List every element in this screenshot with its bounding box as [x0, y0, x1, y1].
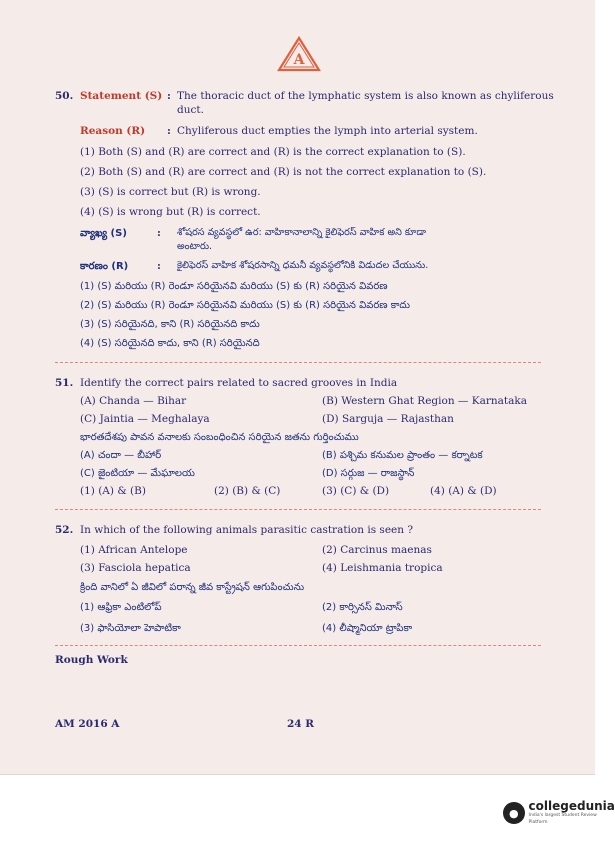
q51-answer-2[interactable]: (2) (B) & (C) [214, 485, 281, 497]
q50-tel-reason-text: కైలిఫెరస్ వాహిక శోషరసాన్ని ధమనీ వ్యవస్థలోనికి విడుదల చేయును. [177, 260, 429, 271]
q52-tel-question: క్రింది వానిలో ఏ జీవిలో పరాన్న జీవ కాస్ట్రేషన్ ఆగుపించును [80, 582, 305, 593]
set-a-triangle-icon [277, 36, 321, 72]
q50-tel-option-1[interactable]: (1) (S) మరియు (R) రెండూ సరియైనవి మరియు (S) కు (R) సరియైన వివరణ [80, 281, 388, 292]
q51-pair-d: (D) Sarguja — Rajasthan [322, 413, 454, 425]
q50-option-3[interactable]: (3) (S) is correct but (R) is wrong. [80, 186, 261, 198]
q50-tel-statement-label: వ్యాఖ్య (S) [80, 228, 127, 239]
q52-option-2[interactable]: (2) Carcinus maenas [322, 544, 432, 556]
q50-reason-text: Chyliferous duct empties the lymph into arterial system. [177, 125, 478, 137]
q51-answer-3[interactable]: (3) (C) & (D) [322, 485, 390, 497]
q50-option-2[interactable]: (2) Both (S) and (R) are correct and (R) is not the correct explanation to (S). [80, 166, 487, 178]
q50-statement-label: Statement (S) [80, 90, 163, 102]
q50-tel-colon-1: : [157, 227, 161, 239]
q50-reason-label: Reason (R) [80, 125, 146, 137]
paper-code: AM 2016 A [55, 718, 120, 730]
q50-tel-colon-2: : [157, 260, 161, 272]
q50-tel-option-4[interactable]: (4) (S) సరియైనది కాదు, కాని (R) సరియైనది [80, 338, 260, 349]
q50-number: 50. [55, 90, 74, 102]
q51-pair-b: (B) Western Ghat Region — Karnataka [322, 395, 528, 407]
q50-statement-line2: duct. [177, 104, 204, 116]
q52-tel-option-4[interactable]: (4) లీష్మానియా ట్రాపికా [322, 623, 413, 634]
set-mark: A [293, 52, 305, 68]
q52-tel-option-1[interactable]: (1) ఆఫ్రికా ఎంటిలోప్ [80, 602, 162, 613]
q51-tel-pair-a: (A) చందా — బీహార్ [80, 450, 162, 461]
q52-option-3[interactable]: (3) Fasciola hepatica [80, 562, 191, 574]
divider [55, 645, 541, 646]
q50-tel-option-3[interactable]: (3) (S) సరియైనది, కాని (R) సరియైనది కాదు [80, 319, 260, 330]
q51-answer-1[interactable]: (1) (A) & (B) [80, 485, 146, 497]
brand-name: collegedunia [528, 799, 615, 813]
q52-tel-option-2[interactable]: (2) కార్సినస్ మినాస్ [322, 602, 403, 613]
q52-option-4[interactable]: (4) Leishmania tropica [322, 562, 443, 574]
q50-tel-option-2[interactable]: (2) (S) మరియు (R) రెండూ సరియైనవి మరియు (S) కు (R) సరియైన వివరణ కాదు [80, 300, 410, 311]
divider [55, 509, 541, 510]
brand-tagline: India's largest Student Review Platform [528, 813, 597, 825]
q50-option-4[interactable]: (4) (S) is wrong but (R) is correct. [80, 206, 261, 218]
divider [55, 362, 541, 363]
q51-pair-a: (A) Chanda — Bihar [80, 395, 187, 407]
q52-option-1[interactable]: (1) African Antelope [80, 544, 188, 556]
graduate-cap-icon: ● [503, 802, 525, 824]
rough-work-label: Rough Work [55, 654, 128, 666]
q51-tel-pair-b: (B) పశ్చిమ కనుమల ప్రాంతం — కర్నాటక [322, 450, 483, 461]
q51-number: 51. [55, 377, 74, 389]
q51-tel-pair-d: (D) సర్గుజ — రాజస్థాన్ [322, 468, 415, 479]
q50-tel-statement-line1: శోషరస వ్యవస్థలో ఉర: వాహికానాలాన్ని కైలిఫెరస్ వాహిక అని కూడా [177, 227, 427, 238]
q50-colon-1: : [167, 90, 171, 102]
q50-colon-2: : [167, 125, 171, 137]
q50-option-1[interactable]: (1) Both (S) and (R) are correct and (R) is the correct explanation to (S). [80, 146, 466, 158]
q50-tel-reason-label: కారణం (R) [80, 261, 129, 272]
q50-tel-statement-line2: అంటారు. [177, 241, 213, 252]
q51-answer-4[interactable]: (4) (A) & (D) [430, 485, 497, 497]
q51-question: Identify the correct pairs related to sacred grooves in India [80, 377, 398, 389]
scan-edge [0, 774, 595, 775]
q51-pair-c: (C) Jaintia — Meghalaya [80, 413, 210, 425]
collegedunia-logo [503, 800, 615, 826]
q50-statement-line1: The thoracic duct of the lymphatic system is also known as chyliferous [177, 90, 554, 102]
q51-tel-question: భారతదేశపు పావన వనాలకు సంబంధించిన సరియైన జతను గుర్తించుము [80, 432, 359, 443]
page-number: 24 R [287, 718, 314, 730]
q51-tel-pair-c: (C) జైంటియా — మేఘాలయ [80, 468, 195, 479]
q52-tel-option-3[interactable]: (3) ఫాసియోలా హెపాటికా [80, 623, 181, 634]
q52-number: 52. [55, 524, 74, 536]
q52-question: In which of the following animals parasitic castration is seen ? [80, 524, 413, 536]
